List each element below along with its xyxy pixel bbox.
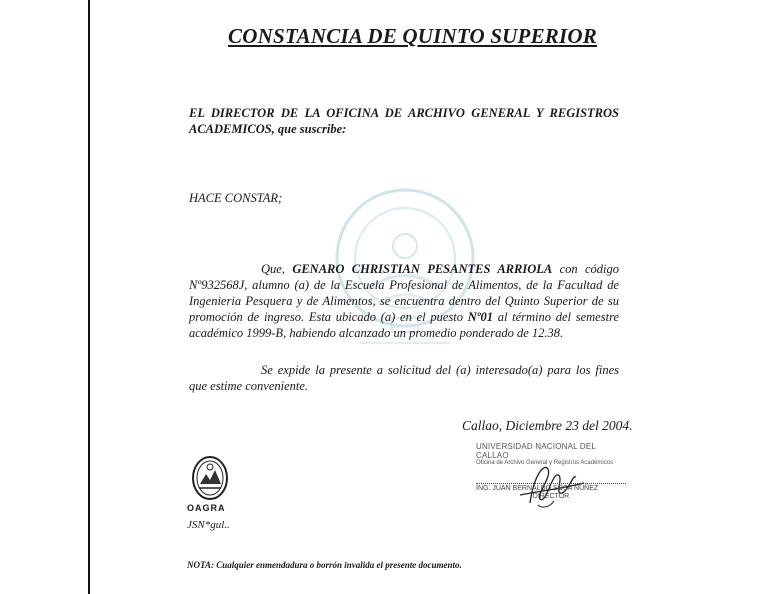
signer-role: DIRECTOR (532, 493, 570, 500)
body-lead: Que, (261, 262, 285, 276)
expide-text: Se expide la presente a solicitud del (a) interesado(a) para los fines que estime conveniente. (189, 363, 619, 393)
typist-initials: JSN*gul.. (187, 519, 230, 531)
body-part-1: con código Nº932568J, alumno (a) de la Escuela Profesional de Alimentos, de la Facultad de Ingenieria Pesquera y de Alimentos, se encuentra dentro del Quinto Superior de su promoción de ingreso. Esta ubicado (a) en el puesto (189, 262, 619, 324)
logo-label: OAGRA (187, 503, 226, 513)
student-name: GENARO CHRISTIAN PESANTES ARRIOLA (292, 262, 553, 276)
document-title: CONSTANCIA DE QUINTO SUPERIOR (228, 24, 597, 48)
footer-note: NOTA: Cualquier enmendadura o borrón invalida el presente documento. (187, 560, 462, 570)
body-part-2: al término del semestre académico 1999-B, habiendo alcanzado un promedio ponderado de 12.38. (189, 310, 620, 340)
rank-position: Nº01 (467, 310, 493, 324)
stamp-university: UNIVERSIDAD NACIONAL DEL CALLAO (476, 442, 596, 460)
stamp-office: Oficina de Archivo General y Registros Académicos (476, 460, 614, 466)
oagra-logo (190, 454, 230, 502)
signer-block (476, 483, 626, 500)
signer-name: ING. JUAN BERNALDO SOSA NUÑEZ (476, 485, 599, 492)
expide-paragraph (189, 362, 619, 394)
left-border-line (88, 0, 90, 594)
hace-constar-heading: HACE CONSTAR; (189, 191, 283, 205)
certification-paragraph (189, 261, 619, 341)
intro-paragraph: EL DIRECTOR DE LA OFICINA DE ARCHIVO GENERAL Y REGISTROS ACADEMICOS, que suscribe: (189, 106, 619, 136)
place-and-date: Callao, Diciembre 23 del 2004. (462, 418, 633, 433)
